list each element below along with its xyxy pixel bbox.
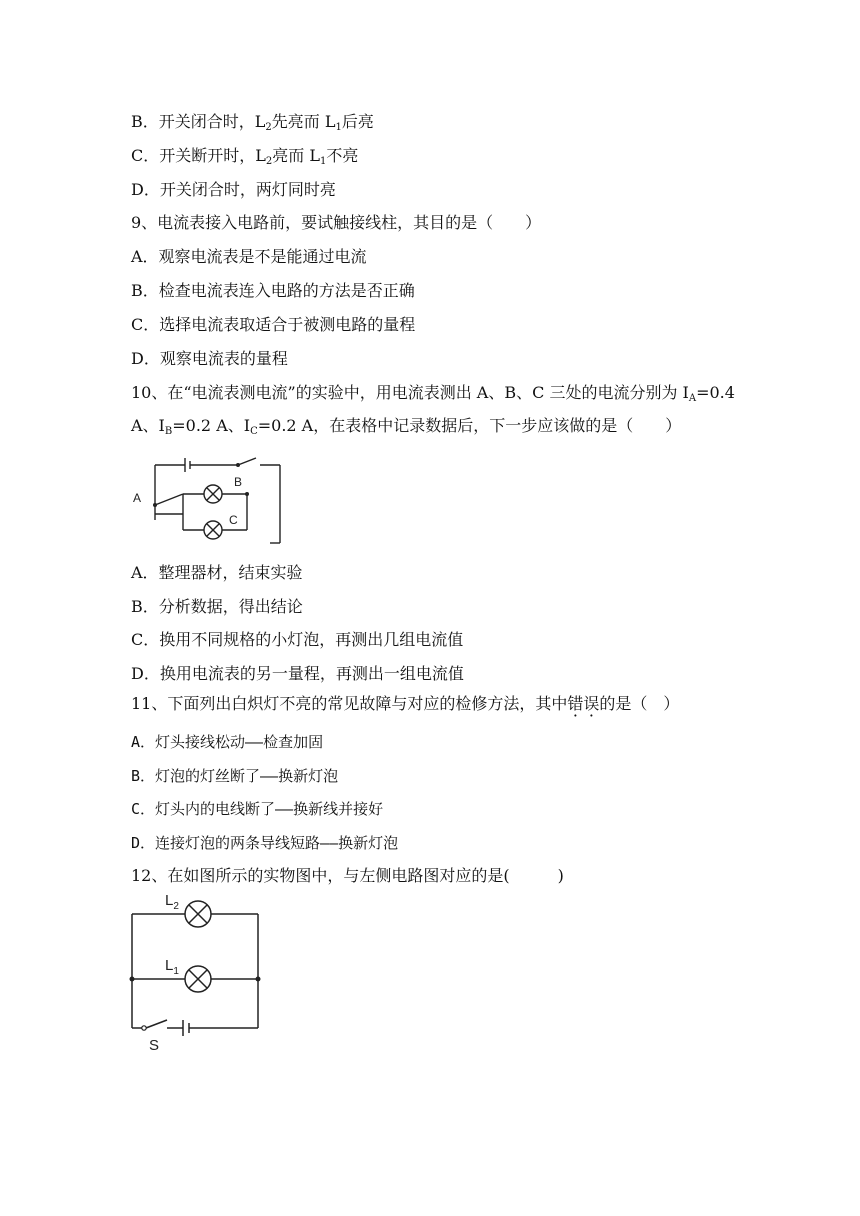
q10-label-c: C bbox=[229, 513, 238, 527]
q10-option-c: C．换用不同规格的小灯泡，再测出几组电流值 bbox=[131, 630, 464, 649]
q12-label-s: S bbox=[149, 1037, 160, 1054]
q12-label-l2: $L_2$ bbox=[165, 892, 179, 912]
q10-option-b: B．分析数据，得出结论 bbox=[131, 597, 303, 616]
q9-option-a: A．观察电流表是不是能通过电流 bbox=[131, 247, 367, 266]
q9-option-d: D．观察电流表的量程 bbox=[131, 349, 288, 368]
q10-stem-line2: A、$I_B=0.2$ A、$I_C=0.2$ A，在表格中记录数据后，下一步应该做的是（ ） bbox=[131, 416, 682, 437]
q11-option-a: A．灯头接线松动——检查加固 bbox=[131, 733, 324, 751]
q12-label-l1: $L_1$ bbox=[165, 957, 179, 977]
q9-option-c: C．选择电流表取适合于被测电路的量程 bbox=[131, 315, 416, 334]
q10-label-a: A bbox=[133, 491, 142, 505]
q11-option-c: C．灯头内的电线断了——换新线并接好 bbox=[131, 800, 384, 818]
q8-option-d: D．开关闭合时，两灯同时亮 bbox=[131, 180, 336, 199]
q10-option-d: D．换用电流表的另一量程，再测出一组电流值 bbox=[131, 664, 464, 683]
q9-stem: 9、电流表接入电路前，要试触接线柱，其目的是（ ） bbox=[131, 213, 542, 232]
q11-option-b: B．灯泡的灯丝断了——换新灯泡 bbox=[131, 767, 339, 785]
q10-option-a: A．整理器材，结束实验 bbox=[131, 563, 303, 582]
q8-option-b: B．开关闭合时，$L_2$先亮而 $L_1$后亮 bbox=[131, 112, 374, 133]
q9-option-b: B．检查电流表连入电路的方法是否正确 bbox=[131, 281, 415, 300]
q10-label-b: B bbox=[234, 475, 243, 489]
q12-stem: 12、在如图所示的实物图中，与左侧电路图对应的是( ) bbox=[131, 866, 564, 885]
q10-stem-line1: 10、在“电流表测电流”的实验中，用电流表测出 A、B、C 三处的电流分别为 $I_A=0.4$ bbox=[131, 383, 735, 404]
q11-option-d: D．连接灯泡的两条导线短路——换新灯泡 bbox=[131, 834, 399, 852]
q11-stem: 11、下面列出白炽灯不亮的常见故障与对应的检修方法，其中错误的是（ ） bbox=[131, 694, 680, 713]
q12-circuit-diagram bbox=[125, 888, 270, 1058]
q10-circuit-figure bbox=[128, 450, 288, 550]
q8-option-c: C．开关断开时，$L_2$亮而 $L_1$不亮 bbox=[131, 146, 359, 167]
